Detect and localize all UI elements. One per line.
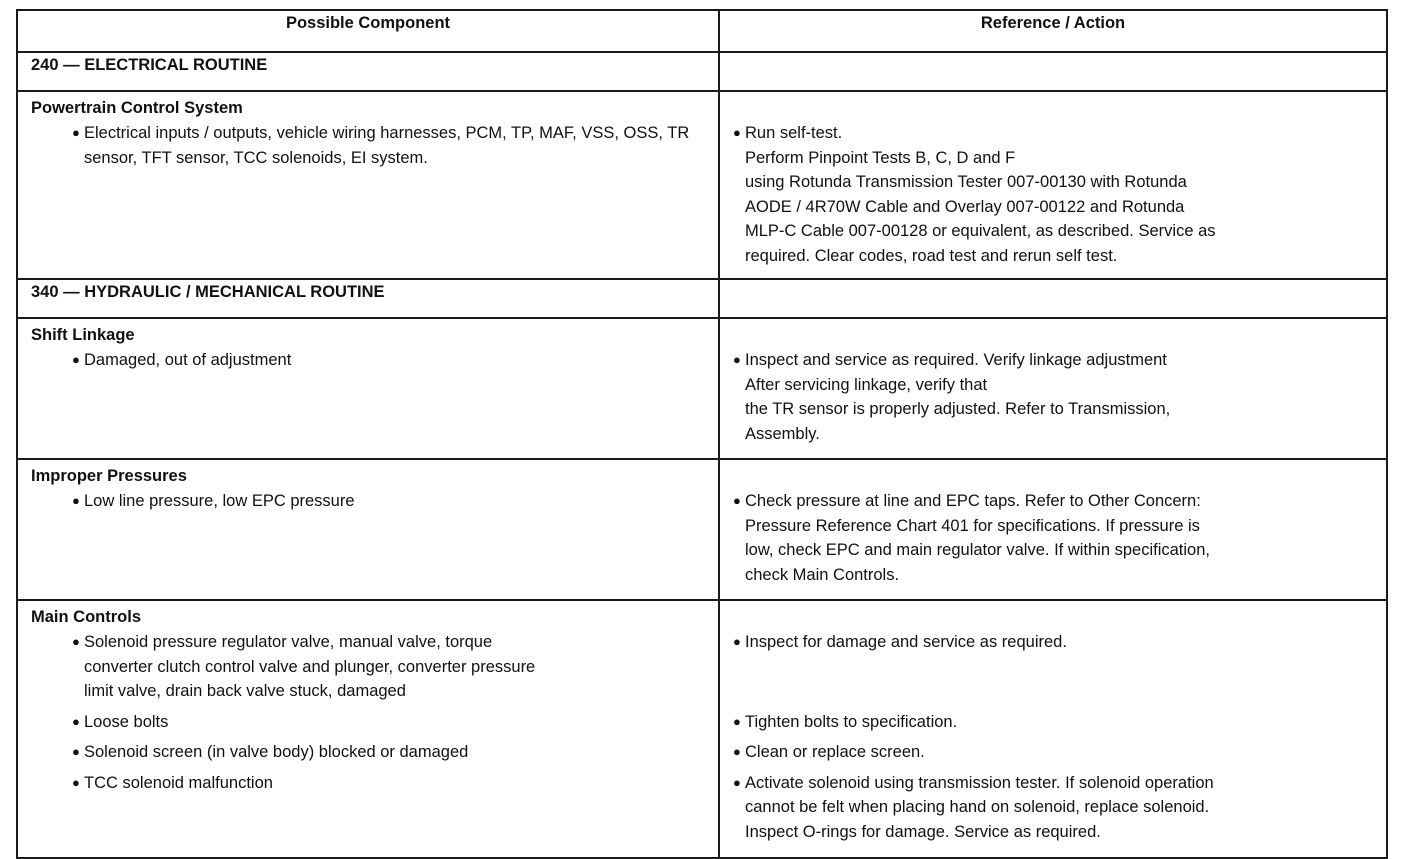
- bullet-icon: ●: [72, 774, 80, 790]
- action-text: AODE / 4R70W Cable and Overlay 007-00122 and Rotunda: [745, 197, 1185, 216]
- component-text: Low line pressure, low EPC pressure: [84, 492, 355, 510]
- action-cell: [719, 600, 1387, 858]
- bullet-icon: ●: [733, 744, 741, 759]
- section-label-340: 340 — HYDRAULIC / MECHANICAL ROUTINE: [17, 279, 719, 318]
- action-text: Pressure Reference Chart 401 for specifications. If pressure is: [745, 516, 1200, 535]
- column-header-component: Possible Component: [17, 10, 719, 52]
- group-title-improper-pressures: Improper Pressures: [31, 467, 187, 485]
- action-text: Inspect O-rings for damage. Service as required.: [745, 822, 1101, 841]
- component-text: Electrical inputs / outputs, vehicle wiring harnesses, PCM, TP, MAF, VSS, OSS, TR sensor, TFT sensor, TCC solenoids, EI system.: [84, 124, 690, 167]
- action-text: MLP-C Cable 007-00128 or equivalent, as described. Service as: [745, 222, 1216, 240]
- action-item: [720, 630, 1386, 655]
- bullet-icon: ●: [72, 352, 80, 367]
- component-text: Loose bolts: [84, 712, 169, 731]
- section-label-240: 240 — ELECTRICAL ROUTINE: [17, 52, 719, 91]
- action-text: Inspect for damage and service as required.: [745, 633, 1067, 651]
- component-cell: [17, 91, 719, 279]
- section-row-240: [17, 52, 1387, 91]
- action-item: [720, 121, 1386, 268]
- component-item: [18, 348, 718, 373]
- column-header-action: Reference / Action: [719, 10, 1387, 52]
- action-cell: [719, 91, 1387, 279]
- component-item: [18, 489, 718, 514]
- diagnosis-table: [16, 9, 1388, 859]
- action-text: using Rotunda Transmission Tester 007-00130 with Rotunda: [745, 173, 1187, 191]
- component-text: limit valve, drain back valve stuck, damaged: [84, 682, 406, 700]
- component-item: [18, 630, 718, 704]
- bullet-icon: ●: [733, 713, 741, 729]
- group-title-powertrain: Powertrain Control System: [31, 99, 243, 117]
- group-row-powertrain: [17, 91, 1387, 279]
- group-row-main-controls: [17, 600, 1387, 858]
- section-empty-cell: [719, 52, 1387, 91]
- component-item: [18, 740, 718, 765]
- group-title-shift-linkage: Shift Linkage: [31, 326, 135, 344]
- action-text: After servicing linkage, verify that: [745, 375, 988, 394]
- bullet-icon: ●: [733, 125, 741, 140]
- group-title-main-controls: Main Controls: [31, 608, 141, 626]
- group-row-shift-linkage: [17, 318, 1387, 459]
- action-item: [720, 710, 1386, 735]
- component-text: Solenoid pressure regulator valve, manual valve, torque: [84, 633, 493, 651]
- action-item: [720, 489, 1386, 587]
- bullet-icon: ●: [72, 493, 80, 508]
- bullet-icon: ●: [72, 744, 80, 759]
- action-text: Run self-test.: [745, 124, 843, 142]
- bullet-icon: ●: [733, 774, 741, 790]
- action-item: [720, 771, 1386, 845]
- bullet-icon: ●: [72, 125, 80, 140]
- action-cell: [719, 318, 1387, 459]
- action-text: Activate solenoid using transmission tester. If solenoid operation: [745, 773, 1214, 792]
- action-text: the TR sensor is properly adjusted. Refer to Transmission,: [745, 400, 1171, 418]
- action-cell: [719, 459, 1387, 600]
- bullet-icon: ●: [733, 634, 741, 649]
- action-text: required. Clear codes, road test and rerun self test.: [745, 246, 1118, 265]
- component-cell: [17, 459, 719, 600]
- component-item: [18, 771, 718, 796]
- header-row: [17, 10, 1387, 52]
- action-text: Perform Pinpoint Tests B, C, D and F: [745, 148, 1016, 167]
- component-item: [18, 710, 718, 735]
- group-row-improper-pressures: [17, 459, 1387, 600]
- action-text: Clean or replace screen.: [745, 743, 925, 761]
- action-item: [720, 740, 1386, 765]
- action-text: Tighten bolts to specification.: [745, 712, 958, 731]
- bullet-icon: ●: [733, 493, 741, 508]
- action-text: low, check EPC and main regulator valve. If within specification,: [745, 541, 1210, 559]
- component-text: Damaged, out of adjustment: [84, 351, 292, 369]
- component-text: converter clutch control valve and plunger, converter pressure: [84, 657, 536, 676]
- action-text: Inspect and service as required. Verify linkage adjustment: [745, 351, 1167, 369]
- section-row-340: [17, 279, 1387, 318]
- component-cell: [17, 600, 719, 858]
- action-item: [720, 348, 1386, 446]
- bullet-icon: ●: [72, 634, 80, 649]
- component-cell: [17, 318, 719, 459]
- component-text: TCC solenoid malfunction: [84, 773, 273, 792]
- action-text: cannot be felt when placing hand on solenoid, replace solenoid.: [745, 798, 1210, 816]
- action-text: Check pressure at line and EPC taps. Refer to Other Concern:: [745, 492, 1201, 510]
- action-text: Assembly.: [745, 424, 820, 443]
- component-text: Solenoid screen (in valve body) blocked or damaged: [84, 743, 469, 761]
- bullet-icon: ●: [72, 713, 80, 729]
- component-item: [18, 121, 718, 170]
- section-empty-cell: [719, 279, 1387, 318]
- action-text: check Main Controls.: [745, 565, 900, 584]
- bullet-icon: ●: [733, 352, 741, 367]
